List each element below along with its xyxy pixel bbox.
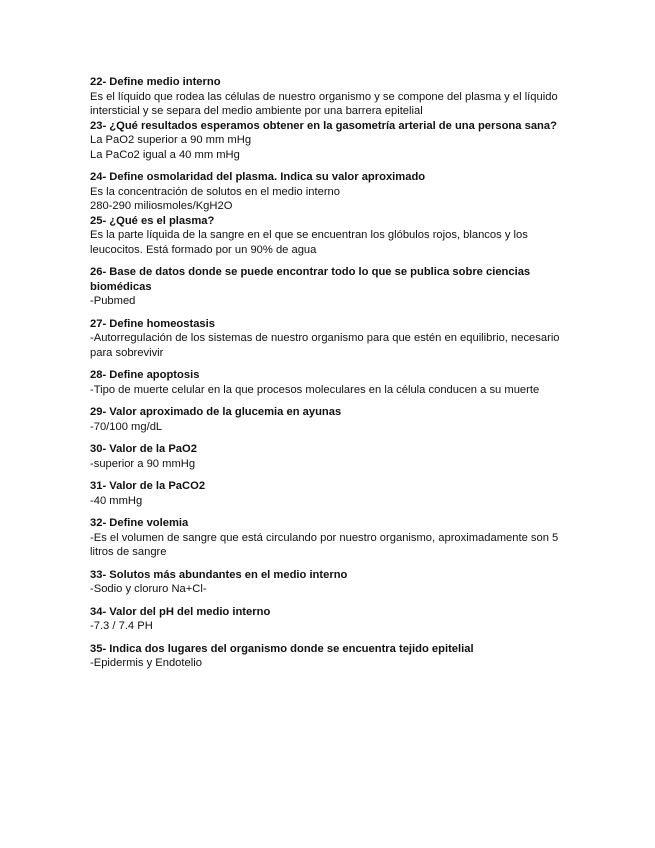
answer-28: -Tipo de muerte celular en la que procesos moleculares en la célula conducen a su muerte: [90, 383, 540, 396]
spacer: [90, 360, 560, 368]
answer-26: -Pubmed: [90, 295, 136, 307]
spacer: [90, 634, 560, 642]
spacer: [90, 597, 560, 605]
question-22: 22- Define medio interno: [90, 76, 221, 88]
question-24: 24- Define osmolaridad del plasma. Indica su valor aproximado: [90, 171, 426, 183]
answer-34: -7.3 / 7.4 PH: [90, 620, 153, 632]
document-page: [90, 75, 560, 671]
spacer: [90, 471, 560, 479]
spacer: [90, 508, 560, 516]
answer-22: Es el líquido que rodea las células de nuestro organismo y se compone del plasma y el líquido intersticial y se separa del medio ambiente por una barrera epitelial: [90, 90, 558, 117]
question-31: 31- Valor de la PaCO2: [90, 480, 206, 492]
spacer: [90, 162, 560, 170]
answer-29: -70/100 mg/dL: [90, 420, 163, 433]
question-34: 34- Valor del pH del medio interno: [90, 605, 271, 618]
answer-31: -40 mmHg: [90, 494, 143, 507]
spacer: [90, 397, 560, 405]
question-29: 29- Valor aproximado de la glucemia en ayunas: [90, 406, 342, 418]
question-27: 27- Define homeostasis: [90, 317, 215, 330]
question-32: 32- Define volemia: [90, 517, 189, 529]
answer-23-line-2: La PaCo2 igual a 40 mm mHg: [90, 148, 240, 161]
question-26: 26- Base de datos donde se puede encontrar todo lo que se publica sobre ciencias biomédicas: [90, 266, 531, 293]
spacer: [90, 257, 560, 265]
question-25: 25- ¿Qué es el plasma?: [90, 214, 215, 227]
answer-32: -Es el volumen de sangre que está circulando por nuestro organismo, aproximadamente son 5 litros de sangre: [90, 531, 559, 558]
spacer: [90, 309, 560, 317]
question-35: 35- Indica dos lugares del organismo donde se encuentra tejido epitelial: [90, 642, 474, 655]
answer-24-line-2: 280-290 miliosmoles/KgH2O: [90, 200, 233, 212]
answer-33: -Sodio y cloruro Na+Cl-: [90, 583, 207, 595]
answer-24-line-1: Es la concentración de solutos en el medio interno: [90, 185, 341, 198]
question-30: 30- Valor de la PaO2: [90, 443, 197, 455]
question-23: 23- ¿Qué resultados esperamos obtener en la gasometría arterial de una persona sana?: [90, 119, 557, 132]
answer-23-line-1: La PaO2 superior a 90 mm mHg: [90, 134, 252, 146]
spacer: [90, 434, 560, 442]
question-28: 28- Define apoptosis: [90, 369, 200, 381]
answer-30: -superior a 90 mmHg: [90, 457, 196, 470]
answer-25: Es la parte líquida de la sangre en el que se encuentran los glóbulos rojos, blancos y los leucocitos. Está formado por un 90% de agua: [90, 229, 528, 256]
answer-35: -Epidermis y Endotelio: [90, 657, 202, 669]
spacer: [90, 560, 560, 568]
question-33: 33- Solutos más abundantes en el medio interno: [90, 568, 348, 581]
answer-27: -Autorregulación de los sistemas de nuestro organismo para que estén en equilibrio, necesario para sobrevivir: [90, 332, 560, 359]
